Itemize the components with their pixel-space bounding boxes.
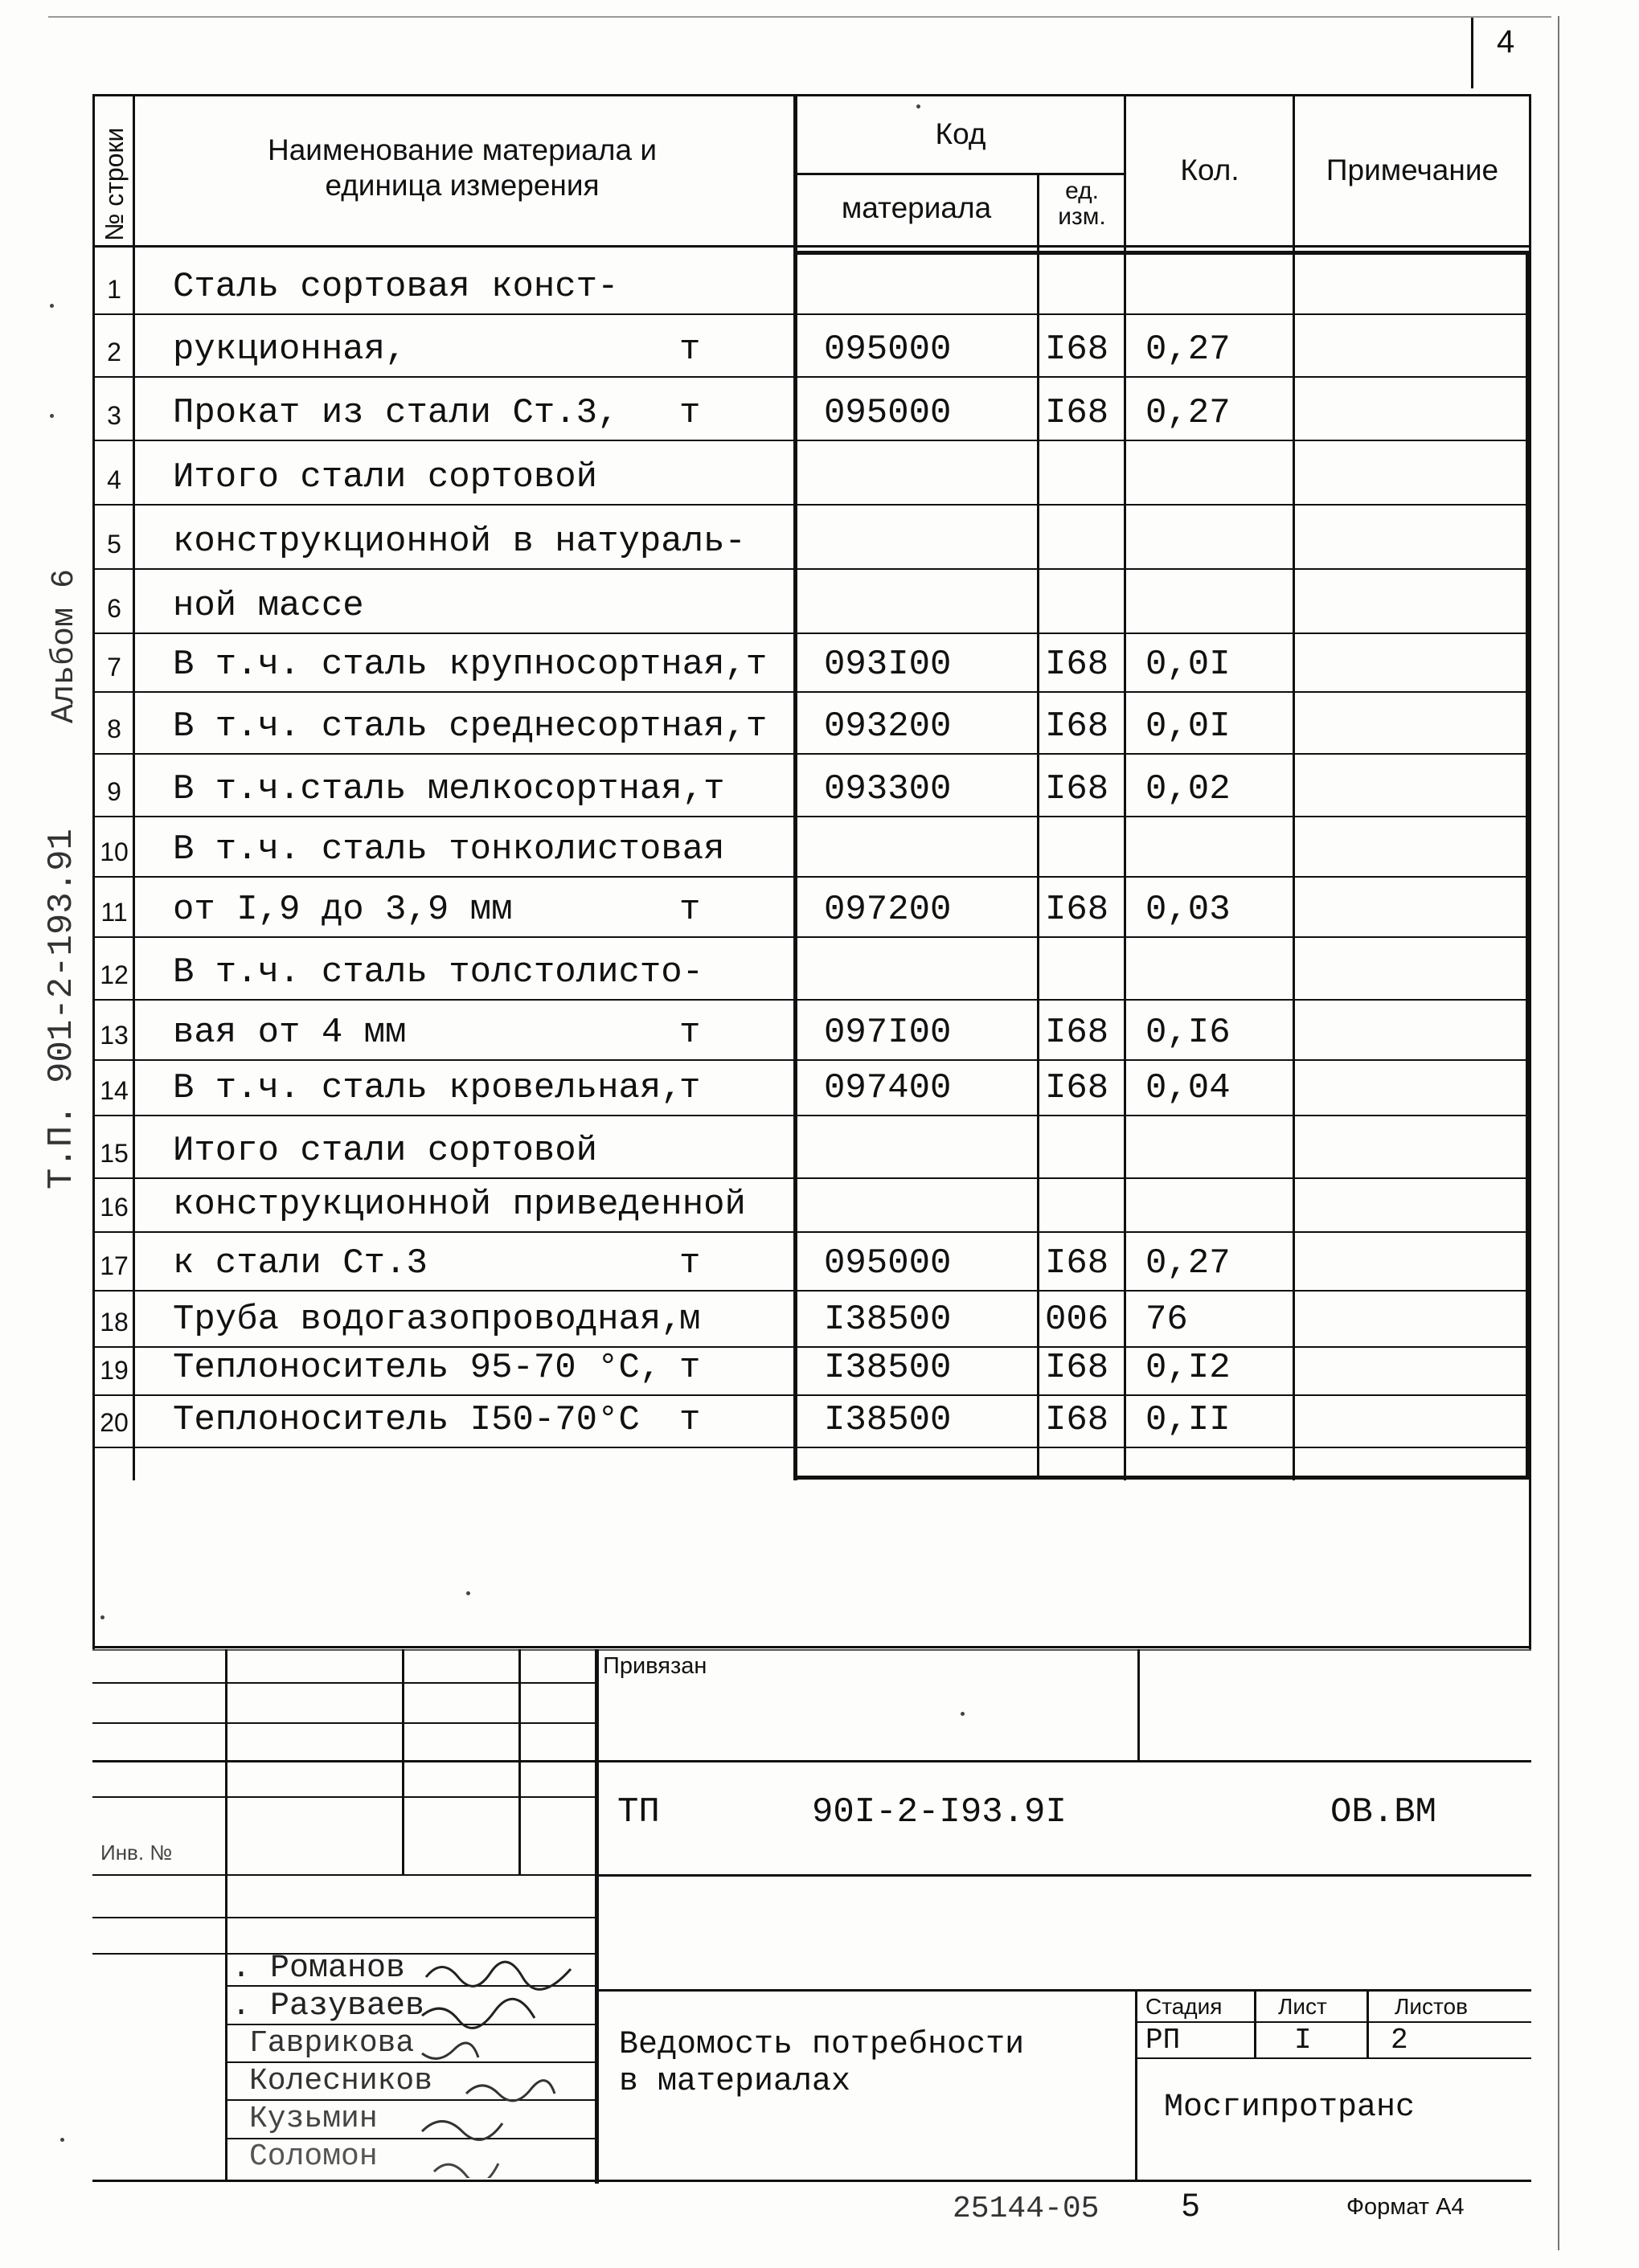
row-number: 20 [100, 1408, 129, 1437]
material-name: ной массе [173, 586, 364, 626]
stamp-row-line-9 [595, 1989, 1531, 1992]
order-number: 25144-05 [953, 2192, 1100, 2226]
row-number: 18 [100, 1308, 129, 1337]
doc-title-line1: Ведомость потребности [619, 2027, 1025, 2063]
row-divider [92, 376, 1531, 378]
stamp-top-line [92, 1646, 1531, 1648]
quantity: 0,04 [1145, 1068, 1231, 1108]
stage-label: Стадия [1145, 1994, 1223, 2019]
material-code: 095000 [824, 330, 952, 370]
signer-1: . Романов [232, 1951, 406, 1987]
quantity: 0,II [1145, 1400, 1231, 1440]
stamp-row-line-6 [92, 1874, 595, 1876]
scan-dot [50, 414, 54, 418]
material-code: 095000 [824, 393, 952, 433]
material-name: вая от 4 мм [173, 1013, 407, 1053]
code-subheader-line [793, 173, 1125, 175]
name-divider [793, 94, 797, 1480]
code-divider [1037, 173, 1039, 1479]
stamp-org-divider [1135, 1989, 1137, 2182]
material-name: В т.ч. сталь крупносортная,т [173, 645, 768, 685]
material-code: 095000 [824, 1243, 952, 1283]
header-qty: Кол. [1180, 154, 1239, 186]
material-unit: м [679, 1300, 701, 1340]
unit-code: I68 [1045, 890, 1109, 930]
row-divider [92, 1231, 1531, 1233]
signer-6: Соломон [249, 2139, 378, 2174]
row-number: 1 [107, 275, 121, 304]
row-divider [92, 1177, 1531, 1179]
unit-code: I68 [1045, 769, 1109, 809]
sheets-label: Листов [1395, 1994, 1468, 2019]
material-code: 093300 [824, 769, 952, 809]
unit-code: I68 [1045, 645, 1109, 685]
unitcode-divider [1124, 94, 1126, 1480]
material-unit: т [679, 890, 701, 930]
signer-3: Гаврикова [249, 2026, 415, 2061]
stamp-privyazan-divider [1137, 1649, 1140, 1762]
quantity: 0,I6 [1145, 1013, 1231, 1053]
material-code: 097200 [824, 890, 952, 930]
material-code: 097I00 [824, 1013, 952, 1053]
row-divider [92, 1059, 1531, 1061]
row-divider [92, 691, 1531, 693]
row-divider [92, 999, 1531, 1001]
stamp-row-line-2 [92, 1722, 595, 1724]
scan-dot [961, 1712, 965, 1716]
header-bottom-line [92, 245, 1531, 248]
row-number: 17 [100, 1251, 129, 1280]
row-divider [92, 816, 1531, 817]
privyazan-label: Привязан [603, 1653, 707, 1679]
stage-divider-2 [1367, 1989, 1369, 2057]
row-divider [92, 1290, 1531, 1292]
material-name: конструкционной приведенной [173, 1185, 746, 1225]
material-code: 093I00 [824, 645, 952, 685]
row-number: 13 [100, 1021, 129, 1050]
scan-dot [100, 1615, 104, 1619]
row-number: 19 [100, 1356, 129, 1385]
quantity: 0,03 [1145, 890, 1231, 930]
scan-dot [466, 1591, 470, 1595]
material-name: В т.ч. сталь среднесортная,т [173, 706, 768, 747]
header-row-no: № строки [100, 127, 129, 241]
material-name: В т.ч.сталь мелкосортная,т [173, 769, 725, 809]
tp-label: ТП [617, 1792, 660, 1832]
material-name: В т.ч. сталь тонколистовая [173, 829, 725, 870]
material-name: конструкционной в натураль- [173, 522, 746, 562]
quantity: 0,0I [1145, 645, 1231, 685]
material-unit: т [679, 1400, 701, 1440]
unit-code: I68 [1045, 330, 1109, 370]
stamp-row-line-1 [92, 1682, 595, 1684]
header-note: Примечание [1326, 154, 1499, 186]
row-divider [92, 1115, 1531, 1116]
page-number: 4 [1497, 24, 1515, 59]
unit-code: I68 [1045, 706, 1109, 747]
material-name: рукционная, [173, 330, 407, 370]
signer-5: Кузьмин [249, 2102, 378, 2136]
material-name: Итого стали сортовой [173, 457, 598, 497]
material-unit: т [679, 1013, 701, 1053]
material-name: Теплоноситель 95-70 °С, [173, 1348, 662, 1388]
header-name: Наименование материала и единица измерения [267, 133, 658, 203]
stamp-main-divider [595, 1649, 599, 2184]
scan-dot [916, 104, 920, 108]
doc-code: 90I-2-I93.9I [812, 1792, 1067, 1832]
quantity: 0,I2 [1145, 1348, 1231, 1388]
material-name: Сталь сортовая конст- [173, 267, 619, 307]
side-doc-label: Т.П. 901-2-193.91 [42, 829, 82, 1189]
inv-no-label: Инв. № [100, 1840, 173, 1865]
row-number: 15 [100, 1139, 129, 1168]
stamp-separator [92, 1649, 1531, 1651]
table-left-line [92, 94, 95, 1649]
row-number: 6 [107, 594, 121, 623]
material-code: I38500 [824, 1300, 952, 1340]
stamp-row-line-10 [1137, 2021, 1531, 2023]
doc-title-line2: в материалах [619, 2064, 851, 2100]
row-divider [92, 753, 1531, 755]
unit-code: I68 [1045, 1243, 1109, 1283]
qty-divider [1293, 94, 1295, 1480]
signer-2: . Разуваев [232, 1988, 425, 2024]
material-name: от I,9 до 3,9 мм [173, 890, 513, 930]
material-name: Труба водогазопроводная, [173, 1300, 682, 1340]
row-number: 11 [100, 898, 128, 927]
row-divider [92, 1447, 1531, 1448]
header-unit-code: ед. изм. [1058, 178, 1106, 230]
quantity: 0,27 [1145, 1243, 1231, 1283]
row-divider [92, 633, 1531, 634]
stamp-row-line-3 [92, 1760, 1531, 1762]
unit-code: I68 [1045, 1400, 1109, 1440]
row-divider [92, 440, 1531, 441]
unit-code: I68 [1045, 1068, 1109, 1108]
row-number: 3 [107, 401, 121, 430]
quantity: 0,27 [1145, 330, 1231, 370]
stamp-row-line-11 [1137, 2057, 1531, 2059]
material-name: Итого стали сортовой [173, 1131, 598, 1171]
unit-code: I68 [1045, 1348, 1109, 1388]
row-number: 7 [107, 653, 121, 682]
scan-dot [50, 304, 54, 308]
row-divider [92, 504, 1531, 506]
row-divider [92, 1394, 1531, 1396]
row-number: 16 [100, 1193, 129, 1222]
signatures-drawing [418, 1945, 595, 2178]
material-name: Теплоноситель I50-70°С [173, 1400, 640, 1440]
stamp-row-line-5 [595, 1874, 1531, 1877]
quantity: 0,02 [1145, 769, 1231, 809]
material-code: 093200 [824, 706, 952, 747]
row-number: 4 [107, 465, 121, 494]
row-number: 2 [107, 338, 121, 366]
footer-page: 5 [1182, 2188, 1200, 2223]
top-border-line [48, 16, 1551, 18]
material-code: 097400 [824, 1068, 952, 1108]
material-unit: т [679, 1348, 701, 1388]
header-material-code: материала [841, 191, 992, 224]
stamp-row-line-7 [92, 1917, 595, 1918]
material-unit: т [679, 1068, 701, 1108]
data-frame-right [1526, 251, 1530, 1480]
row-number: 14 [100, 1076, 129, 1105]
sheet-label: Лист [1278, 1994, 1327, 2019]
material-code: I38500 [824, 1348, 952, 1388]
row-number: 5 [107, 530, 121, 559]
material-unit: т [679, 1243, 701, 1283]
rownum-divider [133, 94, 135, 1480]
organization-name: Мосгипротранс [1164, 2090, 1416, 2126]
quantity: 0,0I [1145, 706, 1231, 747]
material-name: к стали Ст.3 [173, 1243, 428, 1283]
row-number: 8 [107, 714, 121, 743]
row-number: 10 [100, 837, 129, 866]
unit-code: I68 [1045, 393, 1109, 433]
stamp-row-line-4 [92, 1796, 595, 1798]
material-code: I38500 [824, 1400, 952, 1440]
unit-code: I68 [1045, 1013, 1109, 1053]
format-label: Формат А4 [1346, 2194, 1465, 2220]
table-top-line [92, 94, 1531, 96]
page-number-divider [1471, 16, 1473, 88]
doc-mark: ОВ.ВМ [1330, 1792, 1437, 1832]
row-number: 12 [100, 960, 129, 989]
material-unit: т [679, 393, 701, 433]
stage-value: РП [1145, 2024, 1181, 2057]
quantity: 0,27 [1145, 393, 1231, 433]
signer-4: Колесников [249, 2064, 433, 2098]
stamp-bottom-line [92, 2180, 1531, 2182]
data-frame-bottom [793, 1476, 1531, 1480]
row-divider [92, 568, 1531, 570]
unit-code: 006 [1045, 1300, 1109, 1340]
stage-divider-1 [1254, 1989, 1256, 2057]
material-name: Прокат из стали Ст.3, [173, 393, 619, 433]
row-divider [92, 313, 1531, 315]
album-label: Альбом 6 [47, 568, 83, 723]
right-border-line [1558, 16, 1559, 2250]
row-divider [92, 936, 1531, 938]
sheets-value: 2 [1391, 2024, 1408, 2057]
row-number: 9 [107, 777, 121, 806]
scan-dot [60, 2138, 64, 2142]
material-name: В т.ч. сталь кровельная, [173, 1068, 682, 1108]
row-divider [92, 876, 1531, 878]
header-code: Код [935, 117, 986, 150]
data-frame-top [793, 251, 1531, 255]
material-unit: т [679, 330, 701, 370]
sheet-value: I [1294, 2024, 1312, 2057]
material-name: В т.ч. сталь толстолисто- [173, 952, 704, 993]
quantity: 76 [1145, 1300, 1188, 1340]
